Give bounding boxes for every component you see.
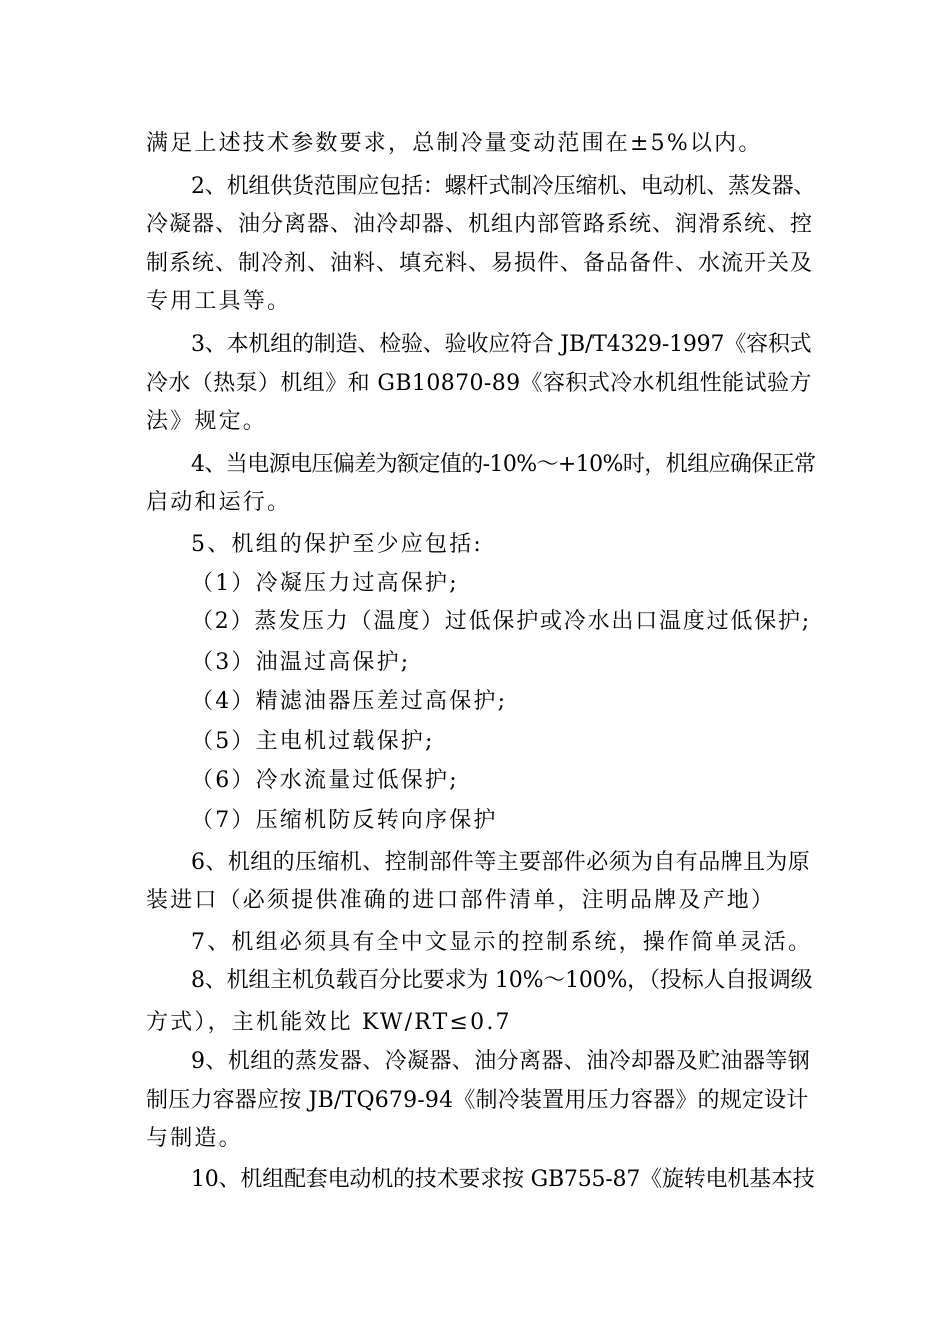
text-line: 7、机组必须具有全中文显示的控制系统，操作简单灵活。 xyxy=(191,930,813,955)
text-line: 8、机组主机负载百分比要求为 10%～100%，（投标人自报调级 xyxy=(191,968,813,993)
text-line: 冷水（热泵）机组》和 GB10870-89《容积式冷水机组性能试验方 xyxy=(146,371,812,396)
text-line: 方式），主机能效比 KW/RT≤0.7 xyxy=(146,1010,512,1035)
text-line: （5）主电机过载保护; xyxy=(191,729,435,754)
text-line: （6）冷水流量过低保护; xyxy=(191,768,459,793)
text-line: 10、机组配套电动机的技术要求按 GB755-87《旋转电机基本技 xyxy=(191,1167,815,1192)
text-line: 制系统、制冷剂、油料、填充料、易损件、备品备件、水流开关及 xyxy=(146,251,814,276)
text-line: 5、机组的保护至少应包括: xyxy=(191,532,484,557)
text-line: （4）精滤油器压差过高保护; xyxy=(191,689,508,714)
text-line: 专用工具等。 xyxy=(146,289,292,314)
text-line: （3）油温过高保护; xyxy=(191,650,411,675)
text-line: （2）蒸发压力（温度）过低保护或冷水出口温度过低保护; xyxy=(191,609,812,634)
text-line: 4、当电源电压偏差为额定值的-10%～+10%时，机组应确保正常 xyxy=(191,452,816,477)
text-line: 法》规定。 xyxy=(146,409,268,434)
text-line: （1）冷凝压力过高保护; xyxy=(191,571,459,596)
text-line: 启动和运行。 xyxy=(146,490,292,515)
text-line: 9、机组的蒸发器、冷凝器、油分离器、油冷却器及贮油器等钢 xyxy=(191,1049,811,1074)
text-line: 与制造。 xyxy=(146,1126,243,1151)
text-line: 冷凝器、油分离器、油冷却器、机组内部管路系统、润滑系统、控 xyxy=(146,212,814,237)
text-line: 6、机组的压缩机、控制部件等主要部件必须为自有品牌且为原 xyxy=(191,850,811,875)
text-line: 3、本机组的制造、检验、验收应符合 JB/T4329-1997《容积式 xyxy=(191,332,812,357)
text-line: 装进口（必须提供准确的进口部件清单，注明品牌及产地） xyxy=(146,888,776,913)
text-line: 满足上述技术参数要求，总制冷量变动范围在±5%以内。 xyxy=(146,131,763,156)
text-line: （7）压缩机防反转向序保护 xyxy=(191,808,498,833)
text-line: 制压力容器应按 JB/TQ679-94《制冷装置用压力容器》的规定设计 xyxy=(146,1088,809,1113)
text-line: 2、机组供货范围应包括：螺杆式制冷压缩机、电动机、蒸发器、 xyxy=(191,174,816,199)
